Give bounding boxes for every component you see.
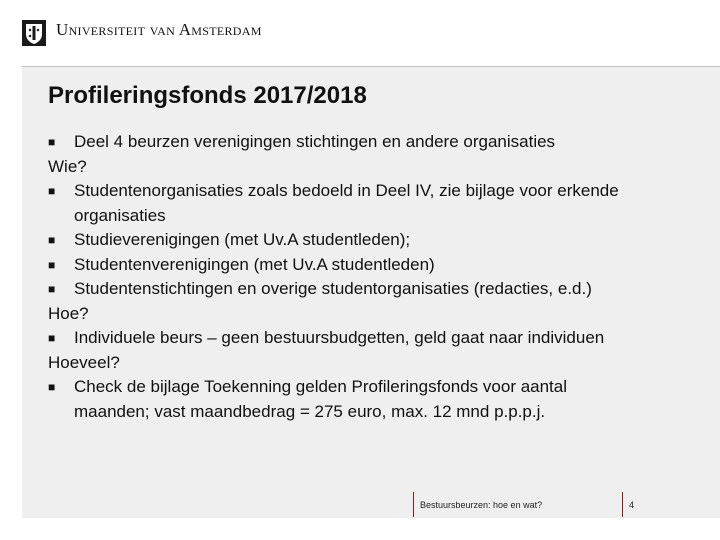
- line-text: Studentenverenigingen (met Uv.A studentleden): [74, 254, 435, 274]
- bullet-item: [48, 326, 708, 351]
- header-bar: [0, 0, 720, 66]
- bullet-square-icon: ■: [48, 233, 56, 247]
- university-wordmark: Universiteit van Amsterdam: [56, 20, 262, 39]
- line-text: Deel 4 beurzen verenigingen stichtingen en andere organisaties: [74, 132, 556, 151]
- bullet-square-icon: ■: [48, 331, 56, 345]
- bullet-item: [48, 228, 708, 253]
- line-text: Individuele beurs – geen bestuursbudgetten, geld gaat naar individuen: [74, 328, 605, 347]
- line-text: Hoeveel?: [48, 352, 120, 372]
- bullet-item: [48, 179, 708, 204]
- line-text: Check de bijlage Toekenning gelden Profileringsfonds voor aantal: [74, 377, 568, 396]
- line-text: Studieverenigingen (met Uv.A studentleden);: [74, 230, 411, 249]
- bullet-square-icon: ■: [48, 184, 56, 198]
- line-text: maanden; vast maandbedrag = 275 euro, max. 12 mnd p.p.p.j.: [74, 401, 546, 421]
- footer-divider-right: [622, 492, 623, 517]
- slide-content: [48, 130, 708, 424]
- bullet-square-icon: ■: [48, 135, 56, 149]
- line-text: organisaties: [74, 205, 166, 225]
- bullet-item: [48, 253, 708, 278]
- section-heading: [48, 351, 708, 376]
- bullet-item: [48, 375, 708, 400]
- bullet-square-icon: ■: [48, 282, 56, 296]
- bullet-square-icon: ■: [48, 257, 56, 272]
- bullet-continuation: [48, 400, 708, 425]
- bullet-square-icon: ■: [48, 380, 56, 394]
- line-text: Studentenorganisaties zoals bedoeld in Deel IV, zie bijlage voor erkende: [74, 181, 619, 200]
- section-heading: [48, 155, 708, 180]
- slide-title: Profileringsfonds 2017/2018: [48, 82, 367, 109]
- bullet-item: [48, 130, 708, 155]
- page-number: 4: [629, 500, 635, 510]
- footer-divider-left: [413, 492, 414, 517]
- line-text: Studentenstichtingen en overige studentorganisaties (redacties, e.d.): [74, 279, 592, 298]
- bullet-continuation: [48, 204, 708, 229]
- section-heading: [48, 302, 708, 327]
- footer-title: Bestuursbeurzen: hoe en wat?: [420, 500, 543, 510]
- line-text: Hoe?: [48, 303, 89, 323]
- university-crest-icon: [22, 20, 46, 46]
- bullet-item: [48, 277, 708, 302]
- line-text: Wie?: [48, 156, 87, 176]
